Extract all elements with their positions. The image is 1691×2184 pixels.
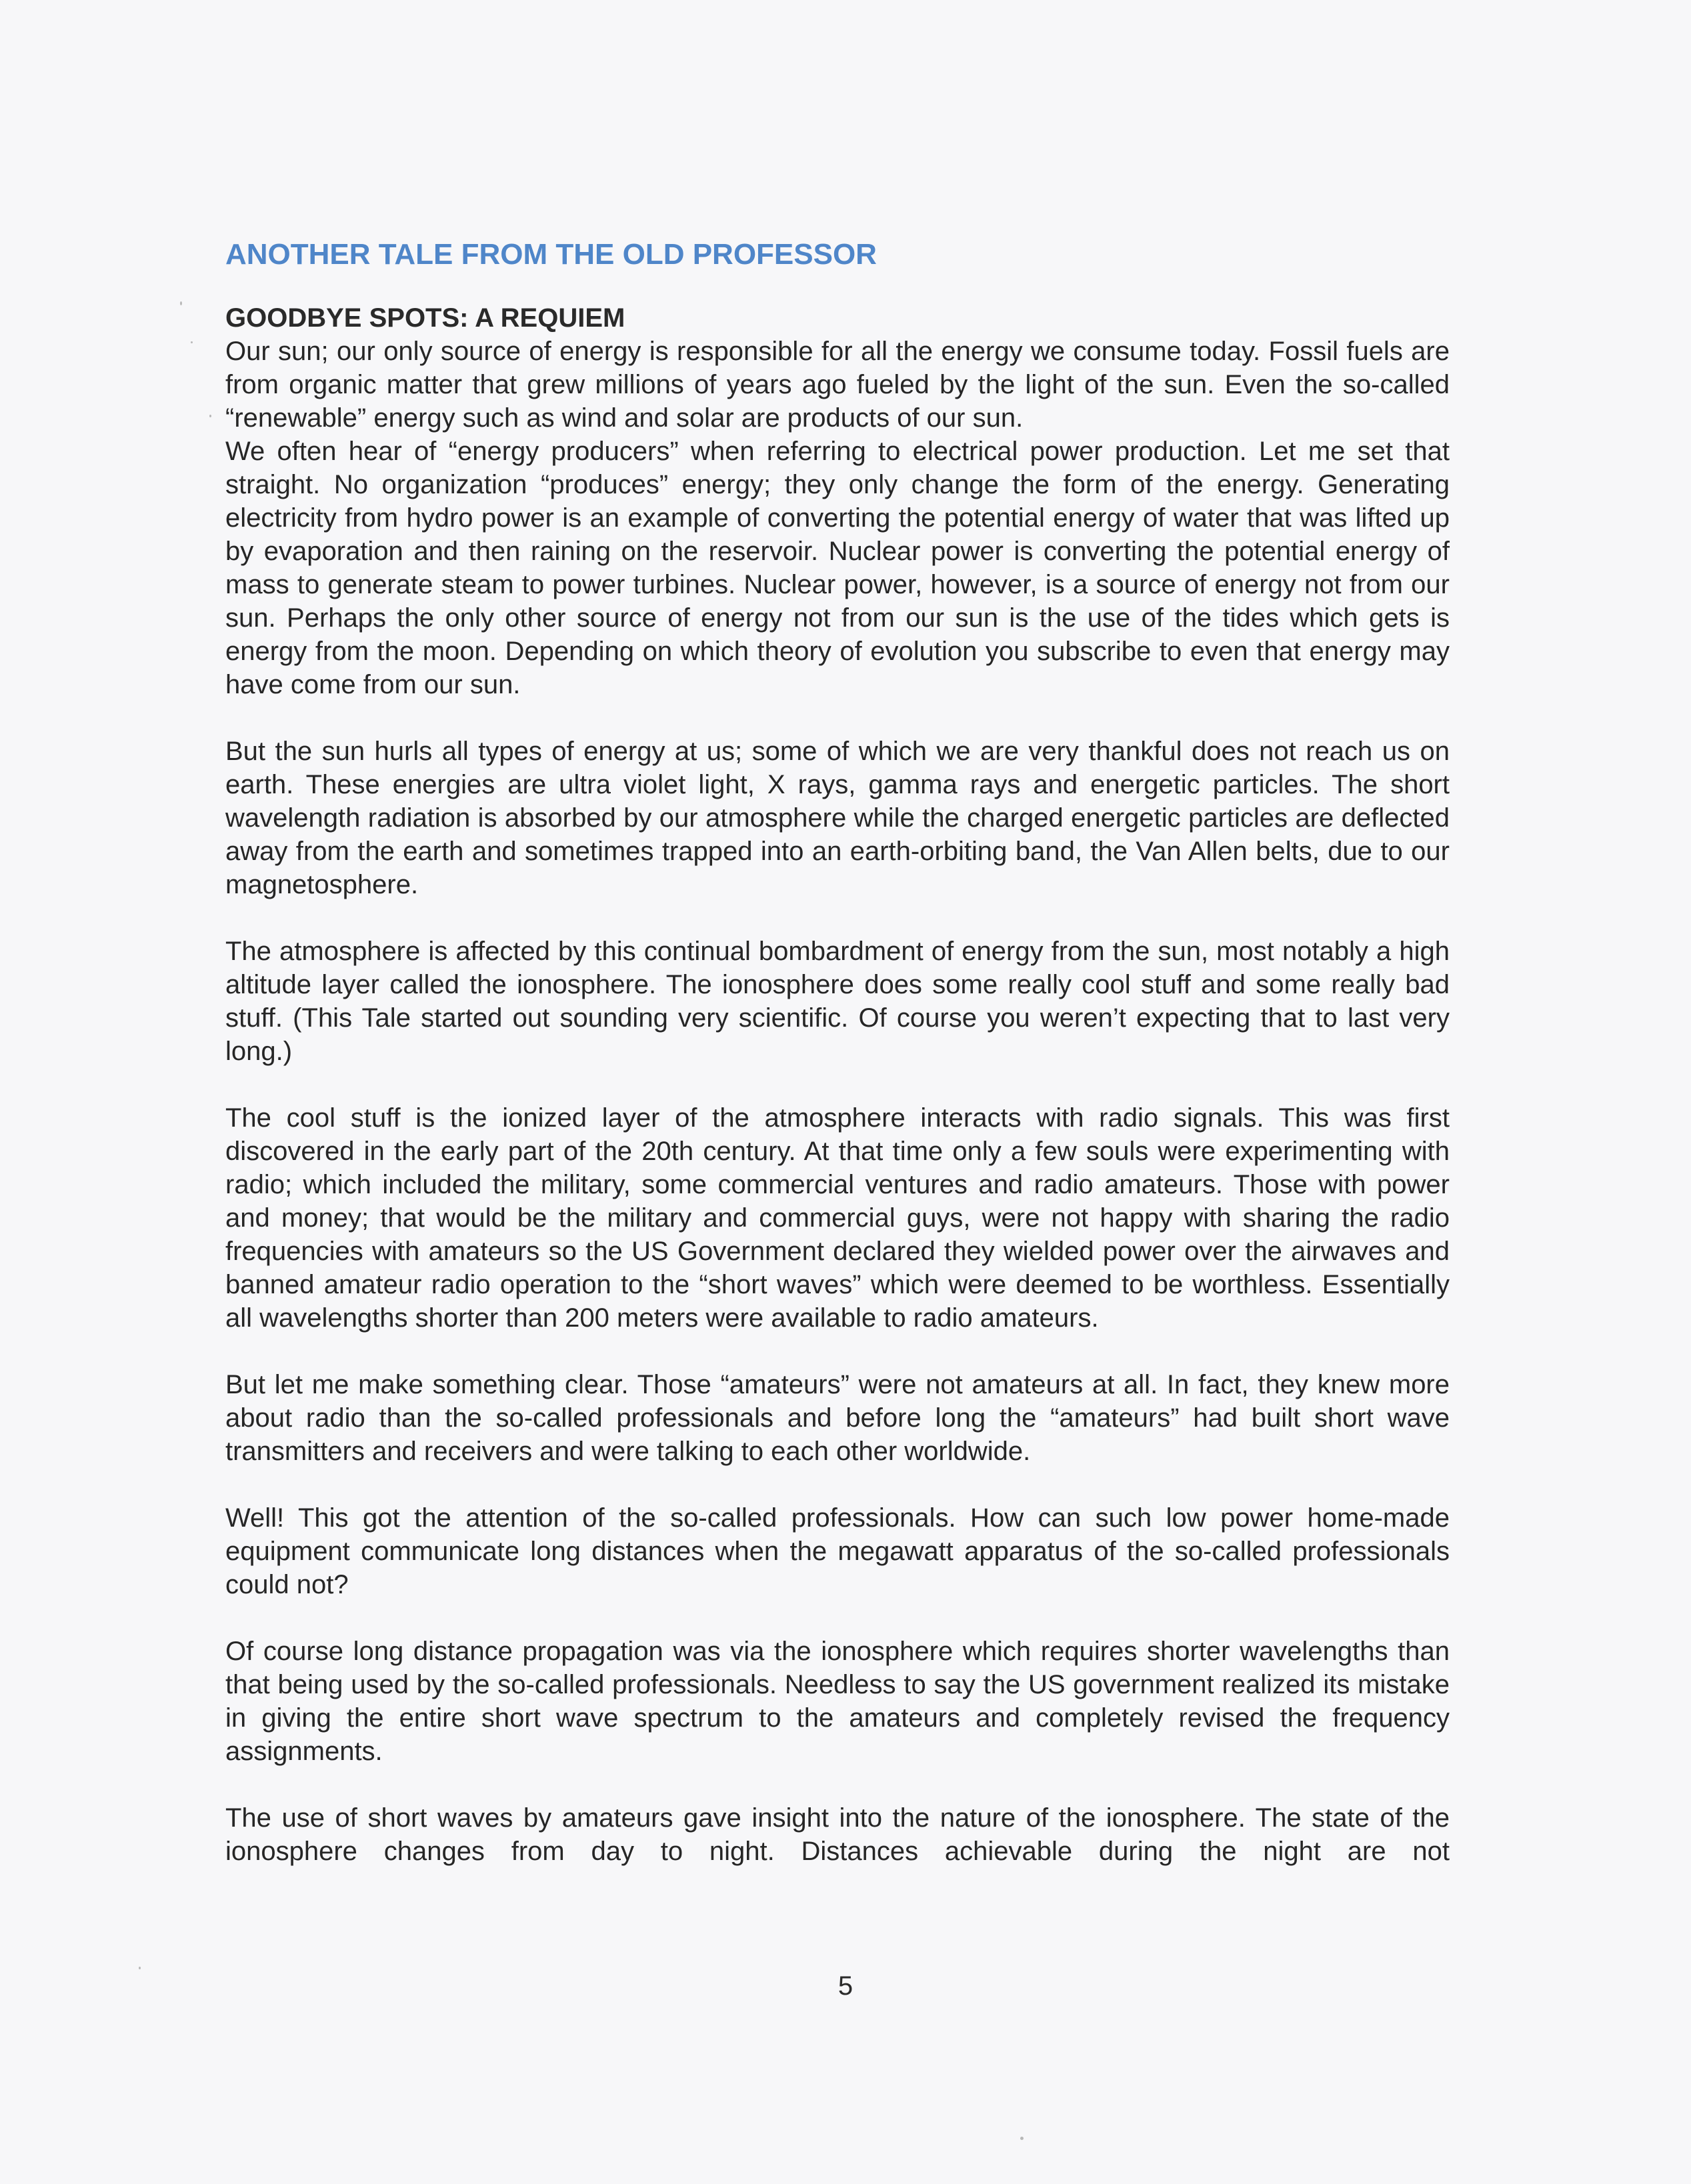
paragraph-6: But let me make something clear. Those “amateurs” were not amateurs at all. In fact, they knew more about radio than the so-called professionals and before long the “amateurs” had built short wave transmitters and receivers and were talking to each other worldwide. xyxy=(225,1370,1450,1466)
page-number: 5 xyxy=(837,1971,854,2001)
paragraph-9: The use of short waves by amateurs gave insight into the nature of the ionosphere. The state of the ionosphere changes from day to night. Distances achievable during the night are not xyxy=(225,1803,1450,1866)
series-title: ANOTHER TALE FROM THE OLD PROFESSOR xyxy=(225,238,877,271)
paragraph-3: But the sun hurls all types of energy at us; some of which we are very thankful does not reach us on earth. These energies are ultra violet light, X rays, gamma rays and energetic particles. The short wavelength radiation is absorbed by our atmosphere while the charged energetic particles are deflected away from the earth and sometimes trapped into an earth-orbiting band, the Van Allen belts, due to our magnetosphere. xyxy=(225,737,1450,899)
paragraph-7: Well! This got the attention of the so-called professionals. How can such low power home-made equipment communicate long distances when the megawatt apparatus of the so-called professionals could not? xyxy=(225,1503,1450,1599)
paragraph-2: We often hear of “energy producers” when referring to electrical power production. Let me set that straight. No organization “produces” energy; they only change the form of the energy. Generating electricity from hydro power is an example of converting the potential energy of water that was lifted up by evaporation and then raining on the reservoir. Nuclear power is converting the potential energy of mass to generate steam to power turbines. Nuclear power, however, is a source of energy not from our sun. Perhaps the only other source of energy not from our sun is the use of the tides which gets is energy from the moon. Depending on which theory of evolution you subscribe to even that energy may have come from our sun. xyxy=(225,437,1450,699)
paragraph-5: The cool stuff is the ionized layer of the atmosphere interacts with radio signals. This was first discovered in the early part of the 20th century. At that time only a few souls were experimenting with radio; which included the military, some commercial ventures and radio amateurs. Those with power and money; that would be the military and commercial guys, were not happy with sharing the radio frequencies with amateurs so the US Government declared they wielded power over the airwaves and banned amateur radio operation to the “short waves” which were deemed to be worthless. Essentially all wavelengths shorter than 200 meters were available to radio amateurs. xyxy=(225,1103,1450,1333)
scan-speck xyxy=(191,341,193,343)
article-title: GOODBYE SPOTS: A REQUIEM xyxy=(225,303,625,333)
scan-speck xyxy=(1020,2137,1024,2140)
paragraph-1: Our sun; our only source of energy is responsible for all the energy we consume today. Fossil fuels are from organic matter that grew millions of years ago fueled by the light of the sun. Even the so-called “renewable” energy such as wind and solar are products of our sun. xyxy=(225,337,1450,433)
document-body xyxy=(225,235,1450,1868)
paragraph-4: The atmosphere is affected by this continual bombardment of energy from the sun, most notably a high altitude layer called the ionosphere. The ionosphere does some really cool stuff and some really bad stuff. (This Tale started out sounding very scientific. Of course you weren’t expecting that to last very long.) xyxy=(225,937,1450,1066)
paragraph-8: Of course long distance propagation was via the ionosphere which requires shorter wavelengths than that being used by the so-called professionals. Needless to say the US government realized its mistake in giving the entire short wave spectrum to the amateurs and completely revised the frequency assignments. xyxy=(225,1637,1450,1766)
scan-speck xyxy=(209,415,211,417)
scan-speck xyxy=(180,301,182,305)
